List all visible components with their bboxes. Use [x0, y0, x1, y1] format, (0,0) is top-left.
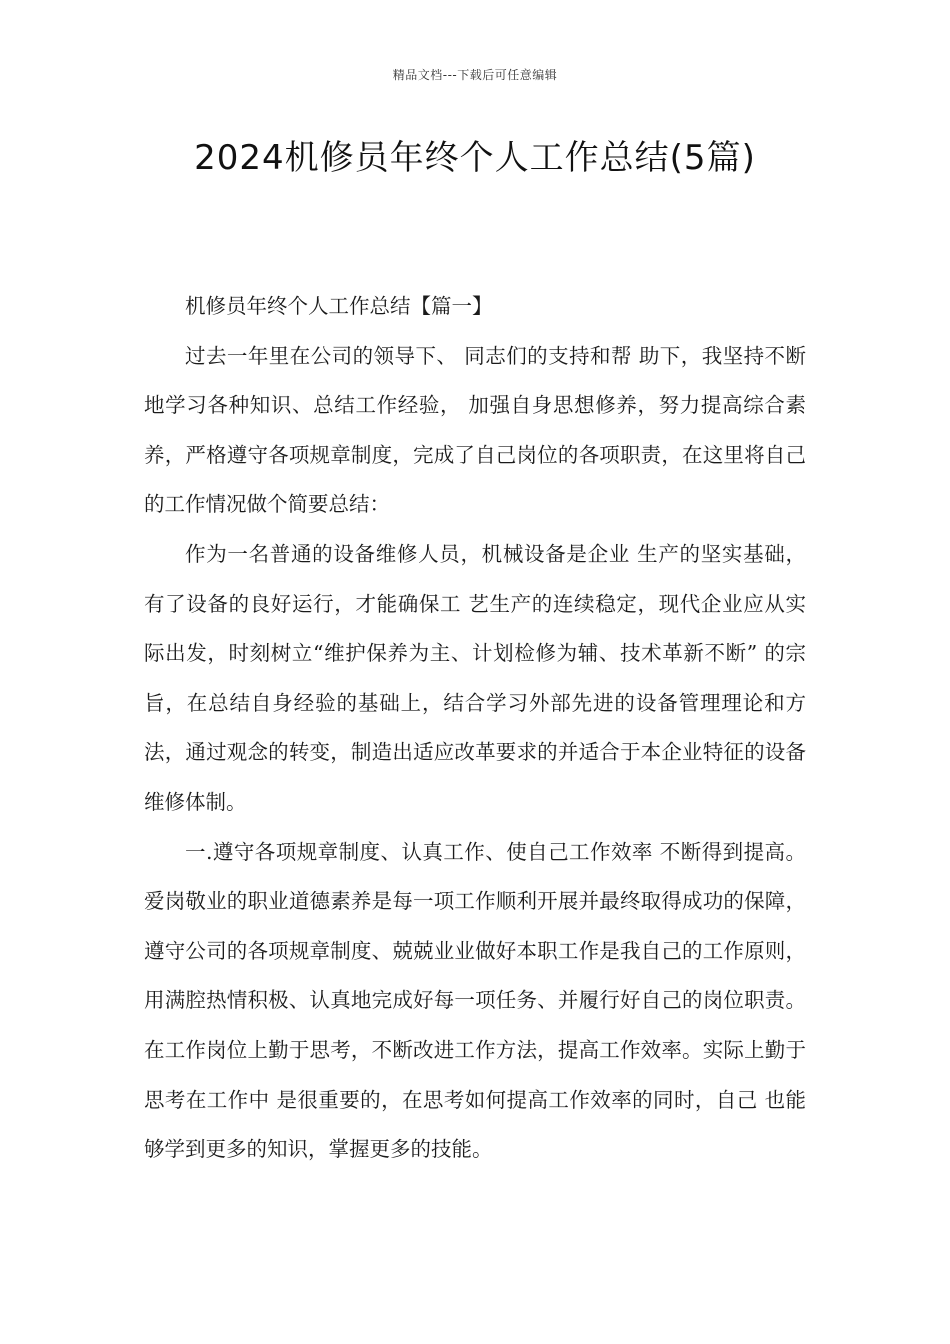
- document-title: 2024机修员年终个人工作总结(5篇): [194, 138, 756, 178]
- paragraph-intro: 过去一年里在公司的领导下、 同志们的支持和帮 助下，我坚持不断地学习各种知识、总结工作经验， 加强自身思想修养，努力提高综合素养，严格遵守各项规章制度，完成了自己岗位的各项职责，在这里将自己的工作情况做个简要总结：: [144, 343, 806, 517]
- section-heading: 机修员年终个人工作总结【篇一】: [185, 294, 493, 318]
- document-body: [144, 282, 806, 1175]
- header-note: 精品文档---下载后可任意编辑: [392, 68, 558, 82]
- paragraph-rules: 一.遵守各项规章制度、认真工作、使自己工作效率 不断得到提高。 爱岗敬业的职业道德素养是每一项工作顺利开展并最终取得成功的保障，遵守公司的各项规章制度、兢兢业业做好本职工作是我自己的工作原则，用满腔热情积极、认真地完成好每一项任务、并履行好自己的岗位职责。在工作岗位上勤于思考，不断改进工作方法，提高工作效率。实际上勤于思考在工作中 是很重要的，在思考如何提高工作效率的同时，自己 也能够学到更多的知识，掌握更多的技能。: [144, 839, 806, 1162]
- paragraph-equipment: 作为一名普通的设备维修人员，机械设备是企业 生产的坚实基础，有了设备的良好运行，才能确保工 艺生产的连续稳定，现代企业应从实际出发，时刻树立“维护保养为主、计划检修为辅、技术革新不断” 的宗旨，在总结自身经验的基础上，结合学习外部先进的设备管理理论和方法，通过观念的转变，制造出适应改革要求的并适合于本企业特征的设备维修体制。: [144, 541, 806, 814]
